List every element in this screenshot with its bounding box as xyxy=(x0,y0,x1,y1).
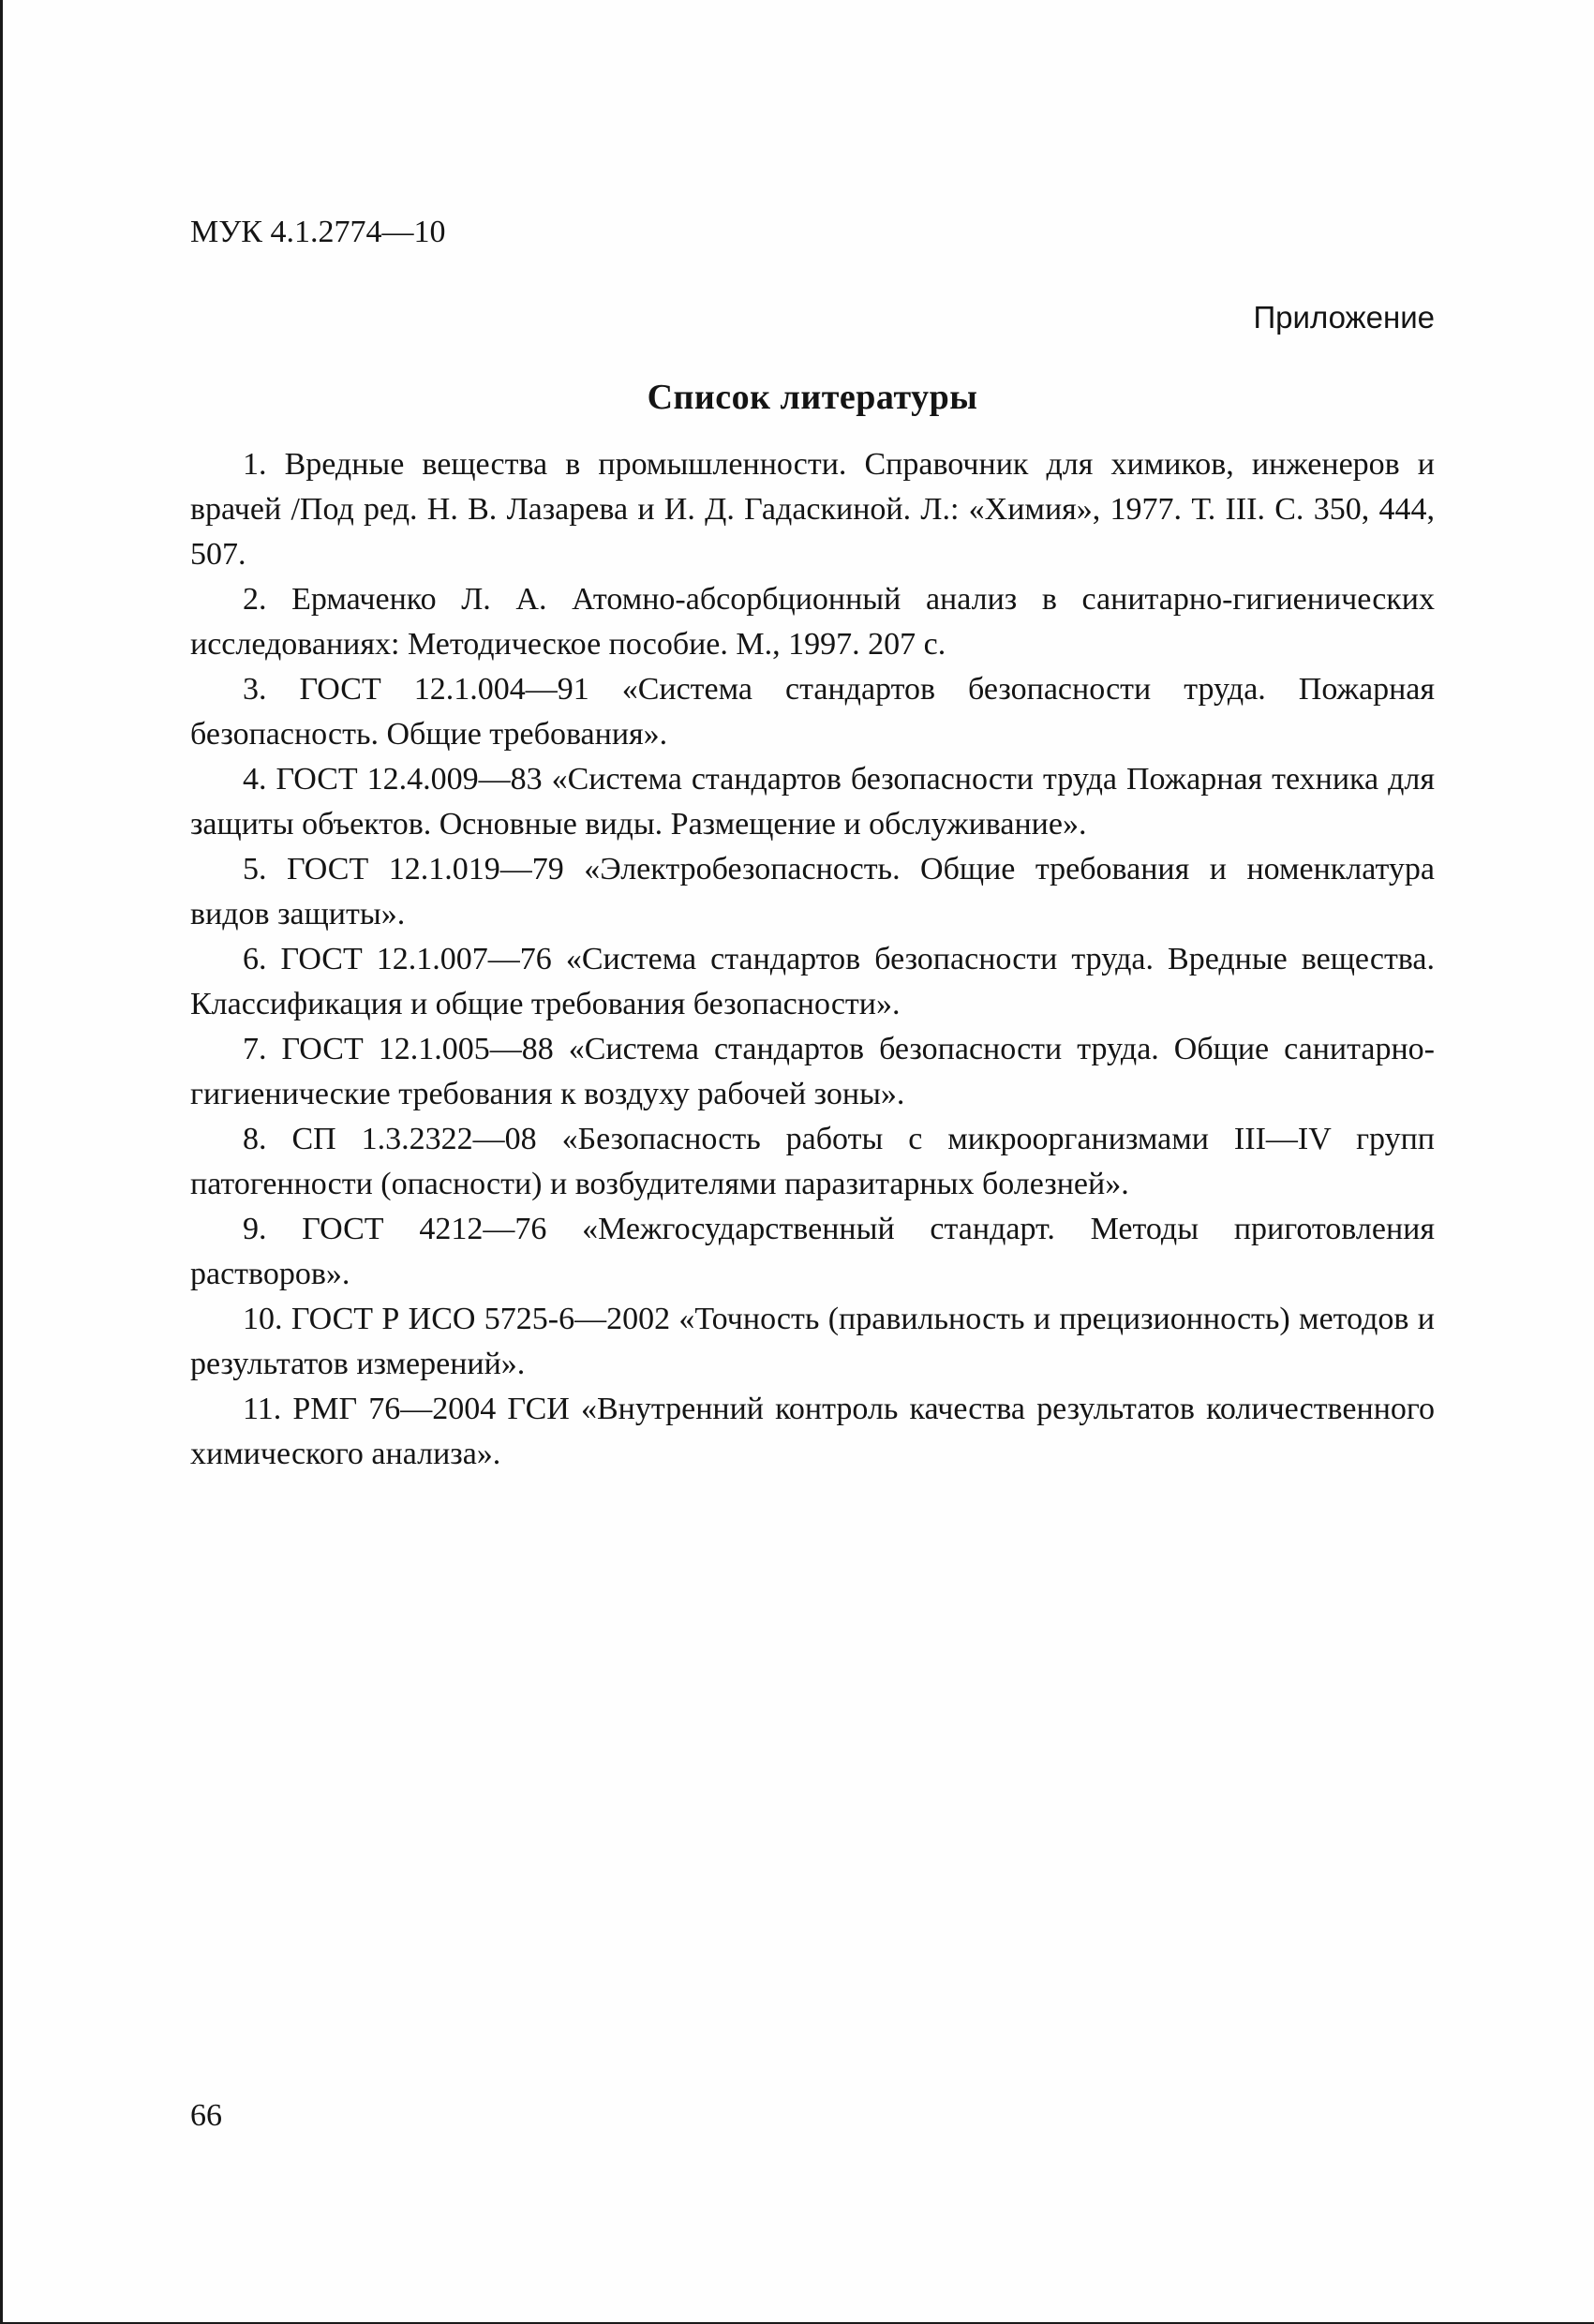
reference-item: 8. СП 1.3.2322—08 «Безопасность работы с микроорганизмами III—IV групп патогенности (опасности) и возбудителями паразитарных болезней». xyxy=(190,1122,1435,1201)
reference-item: 10. ГОСТ Р ИСО 5725-6—2002 «Точность (правильность и прецизионность) методов и результатов измерений». xyxy=(190,1302,1435,1381)
reference-item: 11. РМГ 76—2004 ГСИ «Внутренний контроль качества результатов количественного химического анализа». xyxy=(190,1392,1435,1471)
reference-item: 6. ГОСТ 12.1.007—76 «Система стандартов безопасности труда. Вредные вещества. Классификация и общие требования безопасности». xyxy=(190,942,1435,1021)
page-title: Список литературы xyxy=(647,378,978,417)
reference-item: 9. ГОСТ 4212—76 «Межгосударственный стандарт. Методы приготовления растворов». xyxy=(190,1212,1435,1291)
reference-item: 4. ГОСТ 12.4.009—83 «Система стандартов безопасности труда Пожарная техника для защиты объектов. Основные виды. Размещение и обслуживание». xyxy=(190,762,1435,842)
reference-item: 7. ГОСТ 12.1.005—88 «Система стандартов безопасности труда. Общие санитарно-гигиенические требования к воздуху рабочей зоны». xyxy=(190,1032,1435,1111)
reference-item: 5. ГОСТ 12.1.019—79 «Электробезопасность. Общие требования и номенклатура видов защиты». xyxy=(190,852,1435,931)
page-number: 66 xyxy=(190,2098,222,2133)
appendix-label: Приложение xyxy=(1253,300,1435,335)
reference-item: 2. Ермаченко Л. А. Атомно-абсорбционный анализ в санитарно-гигиенических исследованиях: Методическое пособие. М., 1997. 207 с. xyxy=(190,582,1435,662)
reference-list xyxy=(190,442,1435,1477)
page-content xyxy=(3,0,1594,2322)
reference-item: 1. Вредные вещества в промышленности. Справочник для химиков, инженеров и врачей /Под ред. Н. В. Лазарева и И. Д. Гадаскиной. Л.: «Химия», 1977. Т. III. С. 350, 444, 507. xyxy=(190,447,1435,572)
doc-number: МУК 4.1.2774—10 xyxy=(190,215,446,249)
reference-item: 3. ГОСТ 12.1.004—91 «Система стандартов безопасности труда. Пожарная безопасность. Общие требования». xyxy=(190,672,1435,752)
